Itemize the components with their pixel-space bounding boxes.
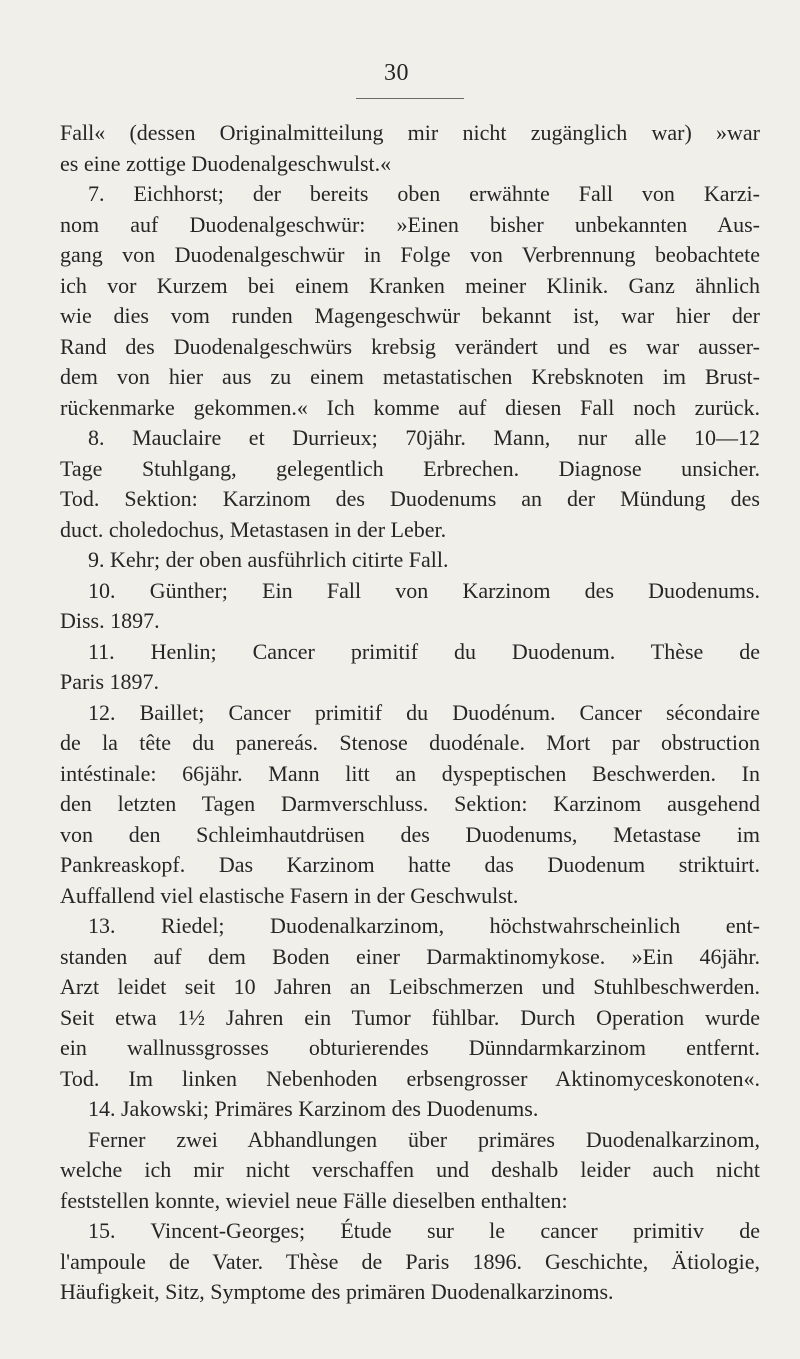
text-line: dem von hier aus zu einem metastatischen Krebsknoten im Brust- xyxy=(60,364,760,389)
page-number: 30 xyxy=(384,60,409,86)
text-line: Häufigkeit, Sitz, Symptome des primären Duodenalkarzinoms. xyxy=(60,1279,614,1304)
text-line: 7. Eichhorst; der bereits oben erwähnte Fall von Karzi- xyxy=(88,181,760,206)
text-line: gang von Duodenalgeschwür in Folge von Verbrennung beobachtete xyxy=(60,242,760,267)
text-line: duct. choledochus, Metastasen in der Leber. xyxy=(60,516,447,542)
text-line: 8. Mauclaire et Durrieux; 70jähr. Mann, nur alle 10—12 xyxy=(88,425,760,450)
text-line: Auffallend viel elastische Fasern in der Geschwulst. xyxy=(60,882,519,908)
text-line: Tod. Im linken Nebenhoden erbsengrosser Aktinomyceskonoten«. xyxy=(60,1065,760,1091)
text-line: 9. Kehr; der oben ausführlich citirte Fall. xyxy=(88,547,449,572)
text-line: 13. Riedel; Duodenalkarzinom, höchstwahrscheinlich ent- xyxy=(88,913,760,938)
text-line: feststellen konnte, wieviel neue Fälle dieselben enthalten: xyxy=(60,1187,568,1213)
text-line: standen auf dem Boden einer Darmaktinomykose. »Ein 46jähr. xyxy=(60,943,760,969)
text-line: Fall« (dessen Originalmitteilung mir nicht zugänglich war) »war xyxy=(60,120,760,145)
text-line: Tod. Sektion: Karzinom des Duodenums an der Mündung des xyxy=(60,486,760,511)
header-rule xyxy=(356,98,464,99)
text-line: ich vor Kurzem bei einem Kranken meiner Klinik. Ganz ähnlich xyxy=(60,272,760,298)
text-line: 14. Jakowski; Primäres Karzinom des Duodenums. xyxy=(88,1096,539,1121)
text-line: welche ich mir nicht verschaffen und deshalb leider auch nicht xyxy=(60,1157,760,1182)
text-line: nom auf Duodenalgeschwür: »Einen bisher unbekannten Aus- xyxy=(60,211,760,237)
text-line: Arzt leidet seit 10 Jahren an Leibschmerzen und Stuhlbeschwerden. xyxy=(60,974,760,999)
text-line: 10. Günther; Ein Fall von Karzinom des Duodenums. xyxy=(88,577,760,603)
text-line: von den Schleimhautdrüsen des Duodenums, Metastase im xyxy=(60,821,760,847)
text-line: Pankreaskopf. Das Karzinom hatte das Duodenum striktuirt. xyxy=(60,852,760,877)
text-line: rückenmarke gekommen.« Ich komme auf diesen Fall noch zurück. xyxy=(60,394,760,420)
text-line: 11. Henlin; Cancer primitif du Duodenum. Thèse de xyxy=(88,638,760,664)
text-line: Paris 1897. xyxy=(60,669,159,694)
text-line: ein wallnussgrosses obturierendes Dünndarmkarzinom entfernt. xyxy=(60,1035,760,1060)
text-line: es eine zottige Duodenalgeschwulst.« xyxy=(60,150,392,176)
text-line: Tage Stuhlgang, gelegentlich Erbrechen. Diagnose unsicher. xyxy=(60,455,760,481)
text-line: Diss. 1897. xyxy=(60,608,160,633)
body-text xyxy=(60,118,760,1308)
text-line: 12. Baillet; Cancer primitif du Duodénum. Cancer sécondaire xyxy=(88,699,760,725)
text-line: Seit etwa 1½ Jahren ein Tumor fühlbar. Durch Operation wurde xyxy=(60,1004,760,1030)
text-line: intéstinale: 66jähr. Mann litt an dyspeptischen Beschwerden. In xyxy=(60,760,760,786)
text-line: wie dies vom runden Magengeschwür bekannt ist, war hier der xyxy=(60,303,760,328)
text-line: Ferner zwei Abhandlungen über primäres Duodenalkarzinom, xyxy=(88,1126,760,1152)
text-line: den letzten Tagen Darmverschluss. Sektion: Karzinom ausgehend xyxy=(60,791,760,816)
text-line: l'ampoule de Vater. Thèse de Paris 1896. Geschichte, Ätiologie, xyxy=(60,1248,760,1274)
text-line: Rand des Duodenalgeschwürs krebsig verändert und es war ausser- xyxy=(60,333,760,359)
text-line: 15. Vincent-Georges; Étude sur le cancer primitiv de xyxy=(88,1218,760,1243)
text-line: de la tête du panereás. Stenose duodénale. Mort par obstruction xyxy=(60,730,760,755)
